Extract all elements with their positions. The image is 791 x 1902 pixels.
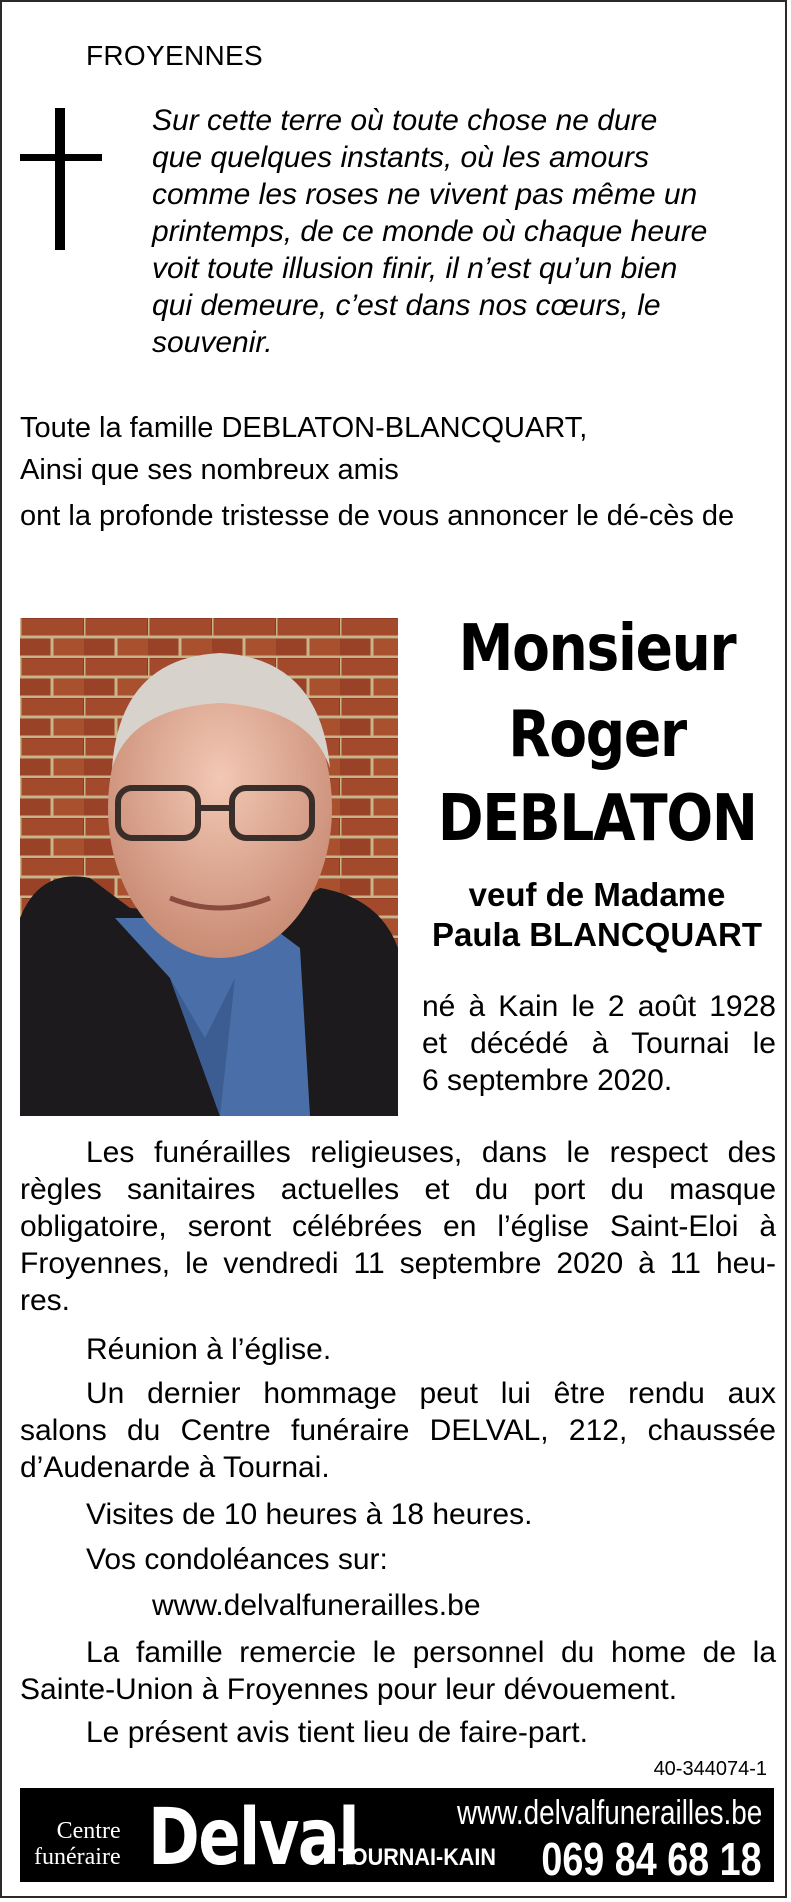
funeraire-word: funéraire — [34, 1844, 121, 1870]
poem-line: qui demeure, c’est dans nos cœurs, le — [152, 289, 661, 322]
poem — [152, 102, 772, 361]
funeral-home-banner — [20, 1788, 774, 1885]
text-line: obligatoire, seront célébrées en l’église Saint-Eloi à — [20, 1210, 776, 1243]
text-line: règles sanitaires actuelles et du port du masque — [20, 1173, 776, 1206]
deceased-title: Monsieur — [458, 612, 736, 686]
website-text: www.delvalfunerailles.be — [456, 1794, 762, 1832]
portrait-photo — [20, 618, 398, 1116]
reference-number: 40-344074-1 — [653, 1758, 767, 1780]
deceased-last-name: DEBLATON — [437, 782, 757, 856]
centre-word: Centre — [56, 1818, 121, 1844]
widow-line: veuf de Madame — [468, 876, 726, 913]
text-line: Froyennes, le vendredi 11 septembre 2020 à 11 heu- — [20, 1247, 776, 1280]
text-line: d’Audenarde à Tournai. — [20, 1451, 330, 1484]
cross-icon — [20, 108, 102, 250]
poem-line: souvenir. — [152, 326, 273, 359]
poem-line: printemps, de ce monde où chaque heure — [152, 215, 708, 248]
thanks-paragraph — [20, 1634, 776, 1708]
poem-line: comme les roses ne vivent pas même un — [152, 178, 698, 211]
town-heading: FROYENNES — [86, 40, 263, 71]
hommage-paragraph — [20, 1375, 776, 1486]
spouse-name: Paula BLANCQUART — [431, 916, 763, 953]
friends-line: Ainsi que ses nombreux amis — [20, 454, 399, 486]
text-line: res. — [20, 1284, 71, 1317]
birth-death-details — [422, 988, 776, 1099]
poem-line: que quelques instants, où les amours — [152, 141, 649, 174]
phone-number: 069 84 68 18 — [541, 1833, 762, 1885]
death-date: 6 septembre 2020. — [422, 1064, 673, 1097]
condolences-url: www.delvalfunerailles.be — [152, 1589, 481, 1622]
birth-line: né à Kain le 2 août 1928 — [422, 990, 776, 1023]
poem-line: voit toute illusion finir, il n’est qu’un bien — [152, 252, 678, 285]
visits-line: Visites de 10 heures à 18 heures. — [86, 1498, 533, 1531]
announcement-line: ont la profonde tristesse de vous annoncer le dé-cès de — [20, 500, 735, 532]
family-line: Toute la famille DEBLATON-BLANCQUART, — [20, 412, 588, 444]
text-line: Sainte-Union à Froyennes pour leur dévouement. — [20, 1673, 678, 1706]
text-line: La famille remercie le personnel du home de la — [86, 1636, 776, 1669]
reunion-line: Réunion à l’église. — [86, 1333, 332, 1366]
text-line: Un dernier hommage peut lui être rendu aux — [86, 1377, 776, 1410]
death-line: et décédé à Tournai le — [422, 1027, 776, 1060]
deceased-first-name: Roger — [508, 698, 686, 772]
centre-funeraire-label — [34, 1818, 121, 1870]
locality-text: TOURNAI-KAIN — [338, 1844, 496, 1871]
funeral-paragraph — [20, 1134, 776, 1319]
text-line: Les funérailles religieuses, dans le respect des — [86, 1136, 776, 1169]
condolences-line: Vos condoléances sur: — [86, 1543, 388, 1576]
brand-logo: Delval — [148, 1793, 359, 1883]
notice-line: Le présent avis tient lieu de faire-part. — [86, 1716, 588, 1749]
text-line: salons du Centre funéraire DELVAL, 212, chaussée — [20, 1414, 776, 1447]
poem-line: Sur cette terre où toute chose ne dure — [152, 104, 658, 137]
